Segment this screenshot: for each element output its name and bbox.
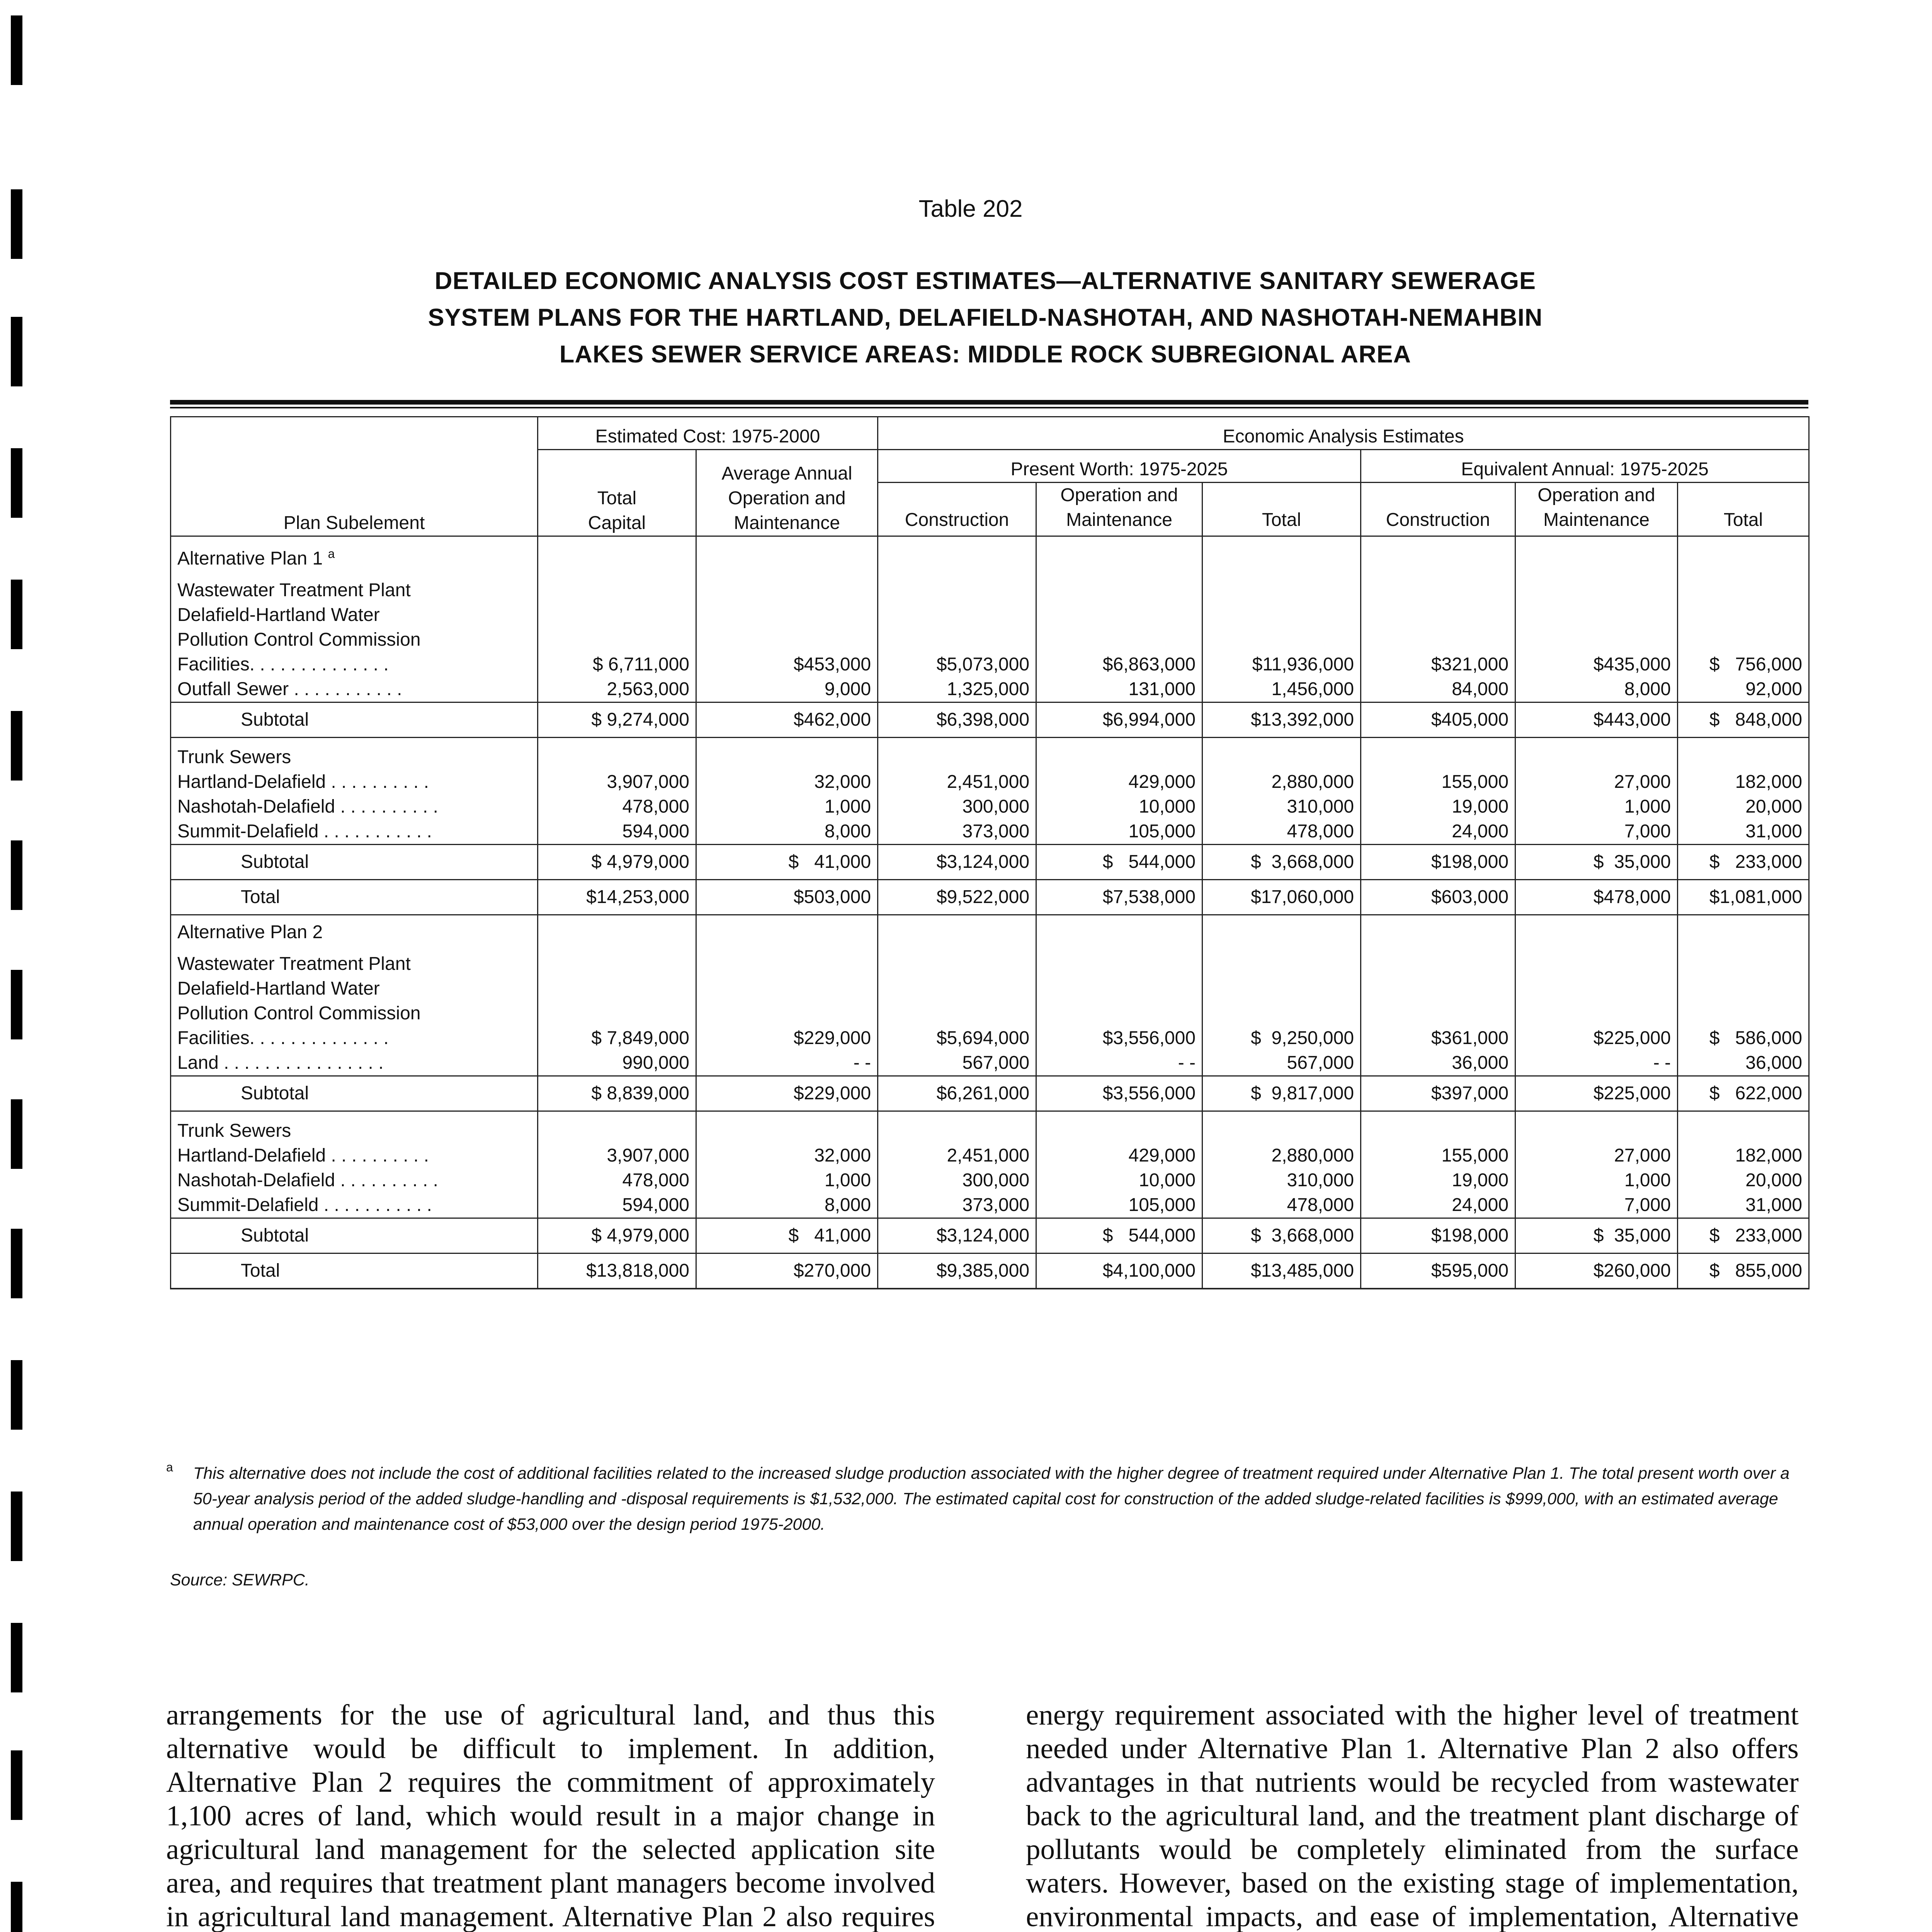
cell: $6,863,000 bbox=[1036, 652, 1202, 677]
cell: $5,694,000 bbox=[878, 1026, 1036, 1051]
body-column-right bbox=[1026, 1698, 1799, 1932]
cell: $6,398,000 bbox=[878, 702, 1036, 738]
header-ea-om: Operation and Maintenance bbox=[1515, 483, 1678, 536]
header-pw-construction: Construction bbox=[878, 483, 1036, 536]
cell: $ 35,000 bbox=[1515, 1218, 1678, 1253]
table-title-line: DETAILED ECONOMIC ANALYSIS COST ESTIMATES—ALTERNATIVE SANITARY SEWERAGE bbox=[434, 267, 1536, 294]
cell: 594,000 bbox=[538, 1193, 696, 1218]
header-plan-subelement: Plan Subelement bbox=[171, 417, 538, 536]
cell: $1,081,000 bbox=[1678, 880, 1809, 915]
section-row bbox=[171, 1119, 1809, 1143]
total-row bbox=[171, 880, 1809, 915]
cell: $503,000 bbox=[696, 880, 878, 915]
cell: $13,392,000 bbox=[1202, 702, 1361, 738]
cell: $ 9,250,000 bbox=[1202, 1026, 1361, 1051]
cell: 373,000 bbox=[878, 819, 1036, 845]
cell: 105,000 bbox=[1036, 819, 1202, 845]
header-pw-total: Total bbox=[1202, 483, 1361, 536]
cell: $ 855,000 bbox=[1678, 1253, 1809, 1289]
subtotal-row bbox=[171, 702, 1809, 738]
cell: 1,456,000 bbox=[1202, 677, 1361, 702]
cell: 567,000 bbox=[878, 1051, 1036, 1076]
section-row bbox=[171, 952, 1809, 976]
header-ea-total: Total bbox=[1678, 483, 1809, 536]
cell: 155,000 bbox=[1361, 1143, 1515, 1168]
table-source: Source: SEWRPC. bbox=[170, 1571, 310, 1589]
cell: - - bbox=[696, 1051, 878, 1076]
row-label: Total bbox=[171, 1253, 538, 1289]
cell: $9,385,000 bbox=[878, 1253, 1036, 1289]
section-label: Pollution Control Commission bbox=[171, 1001, 538, 1026]
table-row bbox=[171, 1143, 1809, 1168]
cell: $3,124,000 bbox=[878, 1218, 1036, 1253]
row-label: Subtotal bbox=[171, 845, 538, 880]
section-label: Delafield-Hartland Water bbox=[171, 603, 538, 628]
table-title-line: SYSTEM PLANS FOR THE HARTLAND, DELAFIELD-NASHOTAH, AND NASHOTAH-NEMAHBIN bbox=[428, 304, 1543, 331]
row-label: Summit-Delafield . . . . . . . . . . . bbox=[171, 1193, 538, 1218]
cell: 310,000 bbox=[1202, 1168, 1361, 1193]
header-present-worth: Present Worth: 1975-2025 bbox=[878, 450, 1361, 483]
cell: $ 544,000 bbox=[1036, 845, 1202, 880]
paragraph: energy requirement associated with the higher level of treatment needed under Alternative Plan 1. Alternative Plan 2 also offers advantages in that nutrients would be recycled from wastewater back to the agricultural land, and the treatment plant discharge of pollutants would be completely eliminated from the surface waters. However, based on the existing stage of implementation, environmental impacts, and ease of implementation, Alternative bbox=[1026, 1699, 1799, 1932]
plan-title-row bbox=[171, 915, 1809, 945]
cell: 1,325,000 bbox=[878, 677, 1036, 702]
table-row bbox=[171, 1051, 1809, 1076]
row-label: Facilities. . . . . . . . . . . . . . bbox=[171, 1026, 538, 1051]
table-row bbox=[171, 677, 1809, 702]
table-top-rule-thin bbox=[170, 407, 1808, 408]
cell: $229,000 bbox=[696, 1076, 878, 1111]
cell: $462,000 bbox=[696, 702, 878, 738]
cell: 478,000 bbox=[538, 794, 696, 819]
cell: $ 8,839,000 bbox=[538, 1076, 696, 1111]
cell: $229,000 bbox=[696, 1026, 878, 1051]
cell: 36,000 bbox=[1361, 1051, 1515, 1076]
body-column-left bbox=[166, 1698, 935, 1932]
cell: $ 3,668,000 bbox=[1202, 845, 1361, 880]
section-row bbox=[171, 745, 1809, 770]
section-row bbox=[171, 976, 1809, 1001]
cell: $3,556,000 bbox=[1036, 1026, 1202, 1051]
cell: $225,000 bbox=[1515, 1076, 1678, 1111]
cell: 32,000 bbox=[696, 770, 878, 794]
row-label: Hartland-Delafield . . . . . . . . . . bbox=[171, 1143, 538, 1168]
header-estimated-cost: Estimated Cost: 1975-2000 bbox=[538, 417, 878, 450]
section-label: Pollution Control Commission bbox=[171, 628, 538, 652]
cell: $ 9,817,000 bbox=[1202, 1076, 1361, 1111]
cell: 31,000 bbox=[1678, 819, 1809, 845]
cell: $ 4,979,000 bbox=[538, 1218, 696, 1253]
cell: $13,818,000 bbox=[538, 1253, 696, 1289]
cell: 429,000 bbox=[1036, 770, 1202, 794]
row-label: Land . . . . . . . . . . . . . . . . bbox=[171, 1051, 538, 1076]
cell: 300,000 bbox=[878, 794, 1036, 819]
section-label: Wastewater Treatment Plant bbox=[171, 952, 538, 976]
cell: $6,261,000 bbox=[878, 1076, 1036, 1111]
cell: $ 544,000 bbox=[1036, 1218, 1202, 1253]
cell: $4,100,000 bbox=[1036, 1253, 1202, 1289]
cell: 567,000 bbox=[1202, 1051, 1361, 1076]
row-label: Subtotal bbox=[171, 1218, 538, 1253]
cell: 182,000 bbox=[1678, 1143, 1809, 1168]
cell: $ 3,668,000 bbox=[1202, 1218, 1361, 1253]
cost-estimates-table bbox=[170, 416, 1810, 1289]
section-row bbox=[171, 603, 1809, 628]
section-row bbox=[171, 578, 1809, 603]
cell: 2,451,000 bbox=[878, 1143, 1036, 1168]
cell: 19,000 bbox=[1361, 1168, 1515, 1193]
cell: $453,000 bbox=[696, 652, 878, 677]
header-economic-analysis: Economic Analysis Estimates bbox=[878, 417, 1809, 450]
cell: $405,000 bbox=[1361, 702, 1515, 738]
cell: 2,880,000 bbox=[1202, 770, 1361, 794]
cell: $435,000 bbox=[1515, 652, 1678, 677]
cell: $ 4,979,000 bbox=[538, 845, 696, 880]
table-row bbox=[171, 1168, 1809, 1193]
subtotal-row bbox=[171, 1076, 1809, 1111]
table-footnote bbox=[166, 1460, 1808, 1537]
section-label: Wastewater Treatment Plant bbox=[171, 578, 538, 603]
cell: 8,000 bbox=[696, 1193, 878, 1218]
cell: 9,000 bbox=[696, 677, 878, 702]
cell: - - bbox=[1515, 1051, 1678, 1076]
cell: 1,000 bbox=[1515, 1168, 1678, 1193]
cell: 478,000 bbox=[1202, 1193, 1361, 1218]
cell: 7,000 bbox=[1515, 819, 1678, 845]
cell: $5,073,000 bbox=[878, 652, 1036, 677]
cell: $198,000 bbox=[1361, 1218, 1515, 1253]
cell: 3,907,000 bbox=[538, 1143, 696, 1168]
cell: 20,000 bbox=[1678, 1168, 1809, 1193]
table-title-line: LAKES SEWER SERVICE AREAS: MIDDLE ROCK SUBREGIONAL AREA bbox=[559, 341, 1412, 368]
cell: 105,000 bbox=[1036, 1193, 1202, 1218]
plan-title-row bbox=[171, 536, 1809, 571]
row-label: Subtotal bbox=[171, 1076, 538, 1111]
section-label: Delafield-Hartland Water bbox=[171, 976, 538, 1001]
cell: 594,000 bbox=[538, 819, 696, 845]
cell: $ 622,000 bbox=[1678, 1076, 1809, 1111]
cell: $ 35,000 bbox=[1515, 845, 1678, 880]
cell: $361,000 bbox=[1361, 1026, 1515, 1051]
cell: $14,253,000 bbox=[538, 880, 696, 915]
header-total-capital: Total Capital bbox=[538, 450, 696, 536]
cell: 478,000 bbox=[1202, 819, 1361, 845]
cell: 429,000 bbox=[1036, 1143, 1202, 1168]
cell: $ 233,000 bbox=[1678, 1218, 1809, 1253]
cell: 2,880,000 bbox=[1202, 1143, 1361, 1168]
row-label: Facilities. . . . . . . . . . . . . . bbox=[171, 652, 538, 677]
cell: 3,907,000 bbox=[538, 770, 696, 794]
row-label: Nashotah-Delafield . . . . . . . . . . bbox=[171, 794, 538, 819]
cell: $ 756,000 bbox=[1678, 652, 1809, 677]
plan-title: Alternative Plan 1 $^a$ bbox=[171, 536, 538, 571]
cell: 84,000 bbox=[1361, 677, 1515, 702]
row-label: Summit-Delafield . . . . . . . . . . . bbox=[171, 819, 538, 845]
section-row bbox=[171, 628, 1809, 652]
subtotal-row bbox=[171, 845, 1809, 880]
cell: 2,563,000 bbox=[538, 677, 696, 702]
section-label: Trunk Sewers bbox=[171, 745, 538, 770]
cell: 373,000 bbox=[878, 1193, 1036, 1218]
cell: - - bbox=[1036, 1051, 1202, 1076]
cell: 24,000 bbox=[1361, 1193, 1515, 1218]
cell: $9,522,000 bbox=[878, 880, 1036, 915]
cell: $ 7,849,000 bbox=[538, 1026, 696, 1051]
cell: 131,000 bbox=[1036, 677, 1202, 702]
cell: 8,000 bbox=[1515, 677, 1678, 702]
cell: 1,000 bbox=[696, 794, 878, 819]
cell: $443,000 bbox=[1515, 702, 1678, 738]
footnote-text: This alternative does not include the cost of additional facilities related to the increased sludge production associated with the higher degree of treatment required under Alternative Plan 1. The total present worth over a 50-year analysis period of the added sludge-handling and -disposal requirements is $1,532,000. The estimated capital cost for construction of the added sludge-related facilities is $999,000, with an estimated average annual operation and maintenance cost of $53,000 over the design period 1975-2000. bbox=[193, 1464, 1790, 1534]
cell: 32,000 bbox=[696, 1143, 878, 1168]
cell: $ 233,000 bbox=[1678, 845, 1809, 880]
table-row bbox=[171, 1026, 1809, 1051]
cell: 8,000 bbox=[696, 819, 878, 845]
table-row bbox=[171, 770, 1809, 794]
cell: $3,556,000 bbox=[1036, 1076, 1202, 1111]
row-label: Hartland-Delafield . . . . . . . . . . bbox=[171, 770, 538, 794]
cell: $595,000 bbox=[1361, 1253, 1515, 1289]
cell: 31,000 bbox=[1678, 1193, 1809, 1218]
plan-title: Alternative Plan 2 bbox=[171, 915, 538, 945]
cell: 182,000 bbox=[1678, 770, 1809, 794]
cell: $11,936,000 bbox=[1202, 652, 1361, 677]
cell: 2,451,000 bbox=[878, 770, 1036, 794]
table-title bbox=[309, 263, 1662, 373]
cell: $478,000 bbox=[1515, 880, 1678, 915]
cell: 20,000 bbox=[1678, 794, 1809, 819]
row-label: Total bbox=[171, 880, 538, 915]
cell: $ 6,711,000 bbox=[538, 652, 696, 677]
cell: 300,000 bbox=[878, 1168, 1036, 1193]
cell: $17,060,000 bbox=[1202, 880, 1361, 915]
cell: 36,000 bbox=[1678, 1051, 1809, 1076]
cell: $225,000 bbox=[1515, 1026, 1678, 1051]
cell: $3,124,000 bbox=[878, 845, 1036, 880]
section-label: Trunk Sewers bbox=[171, 1119, 538, 1143]
binder-holes bbox=[0, 0, 46, 1932]
cell: $603,000 bbox=[1361, 880, 1515, 915]
row-label: Nashotah-Delafield . . . . . . . . . . bbox=[171, 1168, 538, 1193]
total-row bbox=[171, 1253, 1809, 1289]
cell: $6,994,000 bbox=[1036, 702, 1202, 738]
cell: $198,000 bbox=[1361, 845, 1515, 880]
row-label: Subtotal bbox=[171, 702, 538, 738]
cell: 7,000 bbox=[1515, 1193, 1678, 1218]
cell: $7,538,000 bbox=[1036, 880, 1202, 915]
table-row bbox=[171, 1193, 1809, 1218]
cell: 155,000 bbox=[1361, 770, 1515, 794]
paragraph: arrangements for the use of agricultural land, and thus this alternative would be difficult to implement. In addition, Alternative Plan 2 requires the commitment of approximately 1,100 acres of land, which would result in a major change in agricultural land management for the selected application site area, and requires that treatment plant managers become involved in agricultural land management. Alternative Plan 2 also requires bbox=[166, 1699, 935, 1932]
table-top-rule bbox=[170, 400, 1808, 405]
cell: $397,000 bbox=[1361, 1076, 1515, 1111]
cell: 92,000 bbox=[1678, 677, 1809, 702]
cell: 478,000 bbox=[538, 1168, 696, 1193]
cell: $321,000 bbox=[1361, 652, 1515, 677]
table-row bbox=[171, 652, 1809, 677]
header-ea-construction: Construction bbox=[1361, 483, 1515, 536]
table-number: Table 202 bbox=[918, 196, 1023, 222]
cell: $260,000 bbox=[1515, 1253, 1678, 1289]
row-label: Outfall Sewer . . . . . . . . . . . bbox=[171, 677, 538, 702]
cell: 27,000 bbox=[1515, 770, 1678, 794]
table-row bbox=[171, 794, 1809, 819]
header-equivalent-annual: Equivalent Annual: 1975-2025 bbox=[1361, 450, 1809, 483]
cell: 10,000 bbox=[1036, 794, 1202, 819]
cell: 990,000 bbox=[538, 1051, 696, 1076]
cell: $ 9,274,000 bbox=[538, 702, 696, 738]
cell: 310,000 bbox=[1202, 794, 1361, 819]
cell: 24,000 bbox=[1361, 819, 1515, 845]
header-avg-annual-om: Average Annual Operation and Maintenance bbox=[696, 450, 878, 536]
cell: $ 41,000 bbox=[696, 845, 878, 880]
subtotal-row bbox=[171, 1218, 1809, 1253]
cell: 1,000 bbox=[696, 1168, 878, 1193]
cell: 1,000 bbox=[1515, 794, 1678, 819]
cell: $13,485,000 bbox=[1202, 1253, 1361, 1289]
cell: 27,000 bbox=[1515, 1143, 1678, 1168]
cell: $ 41,000 bbox=[696, 1218, 878, 1253]
cell: $270,000 bbox=[696, 1253, 878, 1289]
section-row bbox=[171, 1001, 1809, 1026]
table-row bbox=[171, 819, 1809, 845]
footnote-mark: a bbox=[166, 1460, 173, 1474]
cell: $ 586,000 bbox=[1678, 1026, 1809, 1051]
cell: 10,000 bbox=[1036, 1168, 1202, 1193]
header-pw-om: Operation and Maintenance bbox=[1036, 483, 1202, 536]
cell: $ 848,000 bbox=[1678, 702, 1809, 738]
cell: 19,000 bbox=[1361, 794, 1515, 819]
